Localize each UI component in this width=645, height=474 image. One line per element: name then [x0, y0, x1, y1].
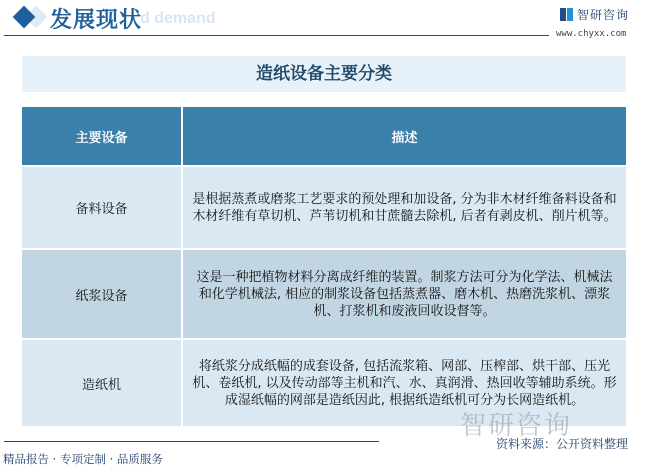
brand-logo: [560, 6, 629, 23]
page-title: 发展现状: [50, 7, 143, 33]
equipment-description: 这是一种把植物材料分离成纤维的装置。制浆方法可分为化学法、机械法和化学机械法, 相应的制浆设备包括蒸煮器、磨木机、热磨洗浆机、漂浆机、打浆机和废液回收设督等。: [183, 250, 626, 338]
watermark-logo: 智研咨询: [460, 411, 573, 441]
source-note: 资料来源：公开资料整理: [496, 437, 629, 451]
brand-url: www.chyxx.com: [556, 29, 627, 39]
table-caption: 造纸设备主要分类: [22, 56, 626, 92]
watermark-text: d demand: [140, 10, 216, 27]
column-header-description: 描述: [183, 107, 626, 165]
table-row: [22, 167, 626, 248]
equipment-name: 造纸机: [22, 340, 181, 426]
equipment-name: 纸浆设备: [22, 250, 181, 338]
equipment-name: 备料设备: [22, 167, 181, 248]
equipment-description: 是根据蒸煮或磨浆工艺要求的预处理和加设备, 分为非木材纤维备料设备和木材纤维有草切机、芦苇切机和甘蔗髓去除机, 后者有剥皮机、削片机等。: [183, 167, 626, 248]
footer-divider: [4, 441, 379, 442]
footer-slogan: 精品报告 · 专项定制 · 品质服务: [3, 452, 163, 466]
table-header-row: [22, 107, 626, 165]
brand-name: 智研咨询: [577, 8, 630, 22]
column-header-equipment: 主要设备: [22, 107, 181, 165]
equipment-description: 将纸浆分成纸幅的成套设备, 包括流浆箱、网部、压榨部、烘干部、压光机、卷纸机, 以及传动部等主机和汽、水、真润滑、热回收等辅助系统。形成湿纸幅的网部是造纸因此, 根据纸造纸机可分为长网造纸机。: [183, 340, 626, 426]
brand-logo-icon: [560, 8, 573, 21]
equipment-table: [22, 107, 626, 428]
top-bar: [0, 0, 645, 38]
table-row: [22, 250, 626, 338]
header-divider: [4, 35, 549, 36]
